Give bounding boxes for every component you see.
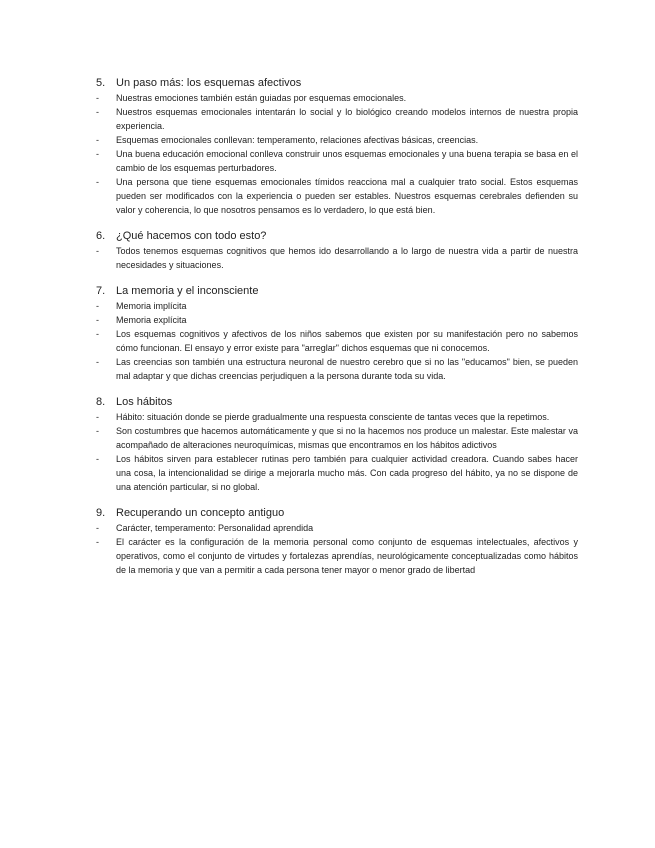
bullet-dash: - — [96, 149, 99, 159]
section-heading — [96, 506, 578, 520]
bullet-dash: - — [96, 177, 99, 187]
list-item-text: Esquemas emocionales conllevan: temperamento, relaciones afectivas básicas, creencias. — [116, 135, 479, 145]
list-item-text: Una buena educación emocional conlleva construir unos esquemas emocionales y una buena terapia se basa en el cambio de los esquemas perturbadores. — [116, 149, 578, 173]
section-number: 6. — [96, 230, 106, 242]
list-item — [96, 299, 578, 313]
bullet-list — [96, 244, 578, 272]
list-item — [96, 535, 578, 577]
bullet-dash: - — [96, 107, 99, 117]
section-title: Los hábitos — [116, 396, 173, 408]
section-heading — [96, 76, 578, 90]
bullet-dash: - — [96, 523, 99, 533]
list-item — [96, 424, 578, 452]
bullet-dash: - — [96, 426, 99, 436]
list-item-text: Son costumbres que hacemos automáticamente y que si no la hacemos nos produce un malestar. Este malestar va acompañado de alteraciones neuroquímicas, mismas que encontramos en los hábitos adictivos — [116, 426, 578, 450]
list-item-text: Los hábitos sirven para establecer rutinas pero también para cualquier actividad creadora. Cuando sabes hacer una cosa, la intencionalidad se dirige a mejorarla mucho más. Con cada progreso del hábito, ya no se dispone de una atención particular, si no global. — [116, 454, 578, 492]
list-item-text: Memoria explícita — [116, 315, 187, 325]
section-number: 5. — [96, 77, 106, 89]
list-item — [96, 521, 578, 535]
list-item-text: Carácter, temperamento: Personalidad aprendida — [116, 523, 314, 533]
document-content — [96, 76, 578, 589]
section-heading — [96, 229, 578, 243]
list-item-text: Una persona que tiene esquemas emocionales tímidos reacciona mal a cualquier trato social. Estos esquemas pueden ser modificados con la experiencia o pueden ser estables. Nuestros esquemas cerebrales defienden su valor y coherencia, lo que nosotros pensamos es lo verdadero, lo que está bien. — [116, 177, 578, 215]
list-item — [96, 133, 578, 147]
section-title: ¿Qué hacemos con todo esto? — [116, 230, 267, 242]
bullet-list — [96, 299, 578, 383]
section-title: Recuperando un concepto antiguo — [116, 507, 285, 519]
bullet-dash: - — [96, 315, 99, 325]
list-item — [96, 327, 578, 355]
list-item — [96, 91, 578, 105]
list-item-text: Todos tenemos esquemas cognitivos que hemos ido desarrollando a lo largo de nuestra vida a partir de nuestra necesidades y situaciones. — [116, 246, 578, 270]
bullet-list — [96, 91, 578, 217]
list-item-text: Nuestros esquemas emocionales intentarán lo social y lo biológico creando modelos internos de nuestra propia experiencia. — [116, 107, 578, 131]
section-number: 8. — [96, 396, 106, 408]
bullet-list — [96, 521, 578, 577]
section-6 — [96, 229, 578, 272]
bullet-dash: - — [96, 537, 99, 547]
list-item — [96, 244, 578, 272]
list-item — [96, 105, 578, 133]
list-item-text: Las creencias son también una estructura neuronal de nuestro cerebro que si no las "educamos" bien, se pueden mal adaptar y que dichas creencias perjudiquen a la persona durante toda su vida. — [116, 357, 578, 381]
list-item — [96, 452, 578, 494]
bullet-dash: - — [96, 357, 99, 367]
bullet-dash: - — [96, 329, 99, 339]
bullet-dash: - — [96, 135, 99, 145]
list-item-text: Hábito: situación donde se pierde gradualmente una respuesta consciente de tantas veces que la repetimos. — [116, 412, 550, 422]
section-number: 7. — [96, 285, 106, 297]
list-item — [96, 313, 578, 327]
section-7 — [96, 284, 578, 383]
section-heading — [96, 284, 578, 298]
bullet-dash: - — [96, 301, 99, 311]
bullet-dash: - — [96, 454, 99, 464]
section-number: 9. — [96, 507, 106, 519]
section-8 — [96, 395, 578, 494]
bullet-dash: - — [96, 93, 99, 103]
section-5 — [96, 76, 578, 217]
list-item — [96, 147, 578, 175]
list-item — [96, 355, 578, 383]
list-item — [96, 175, 578, 217]
section-9 — [96, 506, 578, 577]
bullet-dash: - — [96, 412, 99, 422]
bullet-dash: - — [96, 246, 99, 256]
section-title: Un paso más: los esquemas afectivos — [116, 77, 302, 89]
list-item-text: Memoria implícita — [116, 301, 187, 311]
list-item-text: El carácter es la configuración de la memoria personal como conjunto de esquemas intelectuales, afectivos y operativos, como el conjunto de virtudes y fortalezas aprendías, neurológicamente conceptualizadas como hábitos de la memoria y que van a permitir a cada persona tener mayor o menor grado de libertad — [116, 537, 578, 575]
list-item-text: Nuestras emociones también están guiadas por esquemas emocionales. — [116, 93, 407, 103]
list-item — [96, 410, 578, 424]
list-item-text: Los esquemas cognitivos y afectivos de los niños sabemos que existen por su manifestación pero no sabemos cómo funcionan. El ensayo y error existe para "arreglar" dichos esquemas que ni conocemos. — [116, 329, 578, 353]
bullet-list — [96, 410, 578, 494]
section-heading — [96, 395, 578, 409]
section-title: La memoria y el inconsciente — [116, 285, 259, 297]
